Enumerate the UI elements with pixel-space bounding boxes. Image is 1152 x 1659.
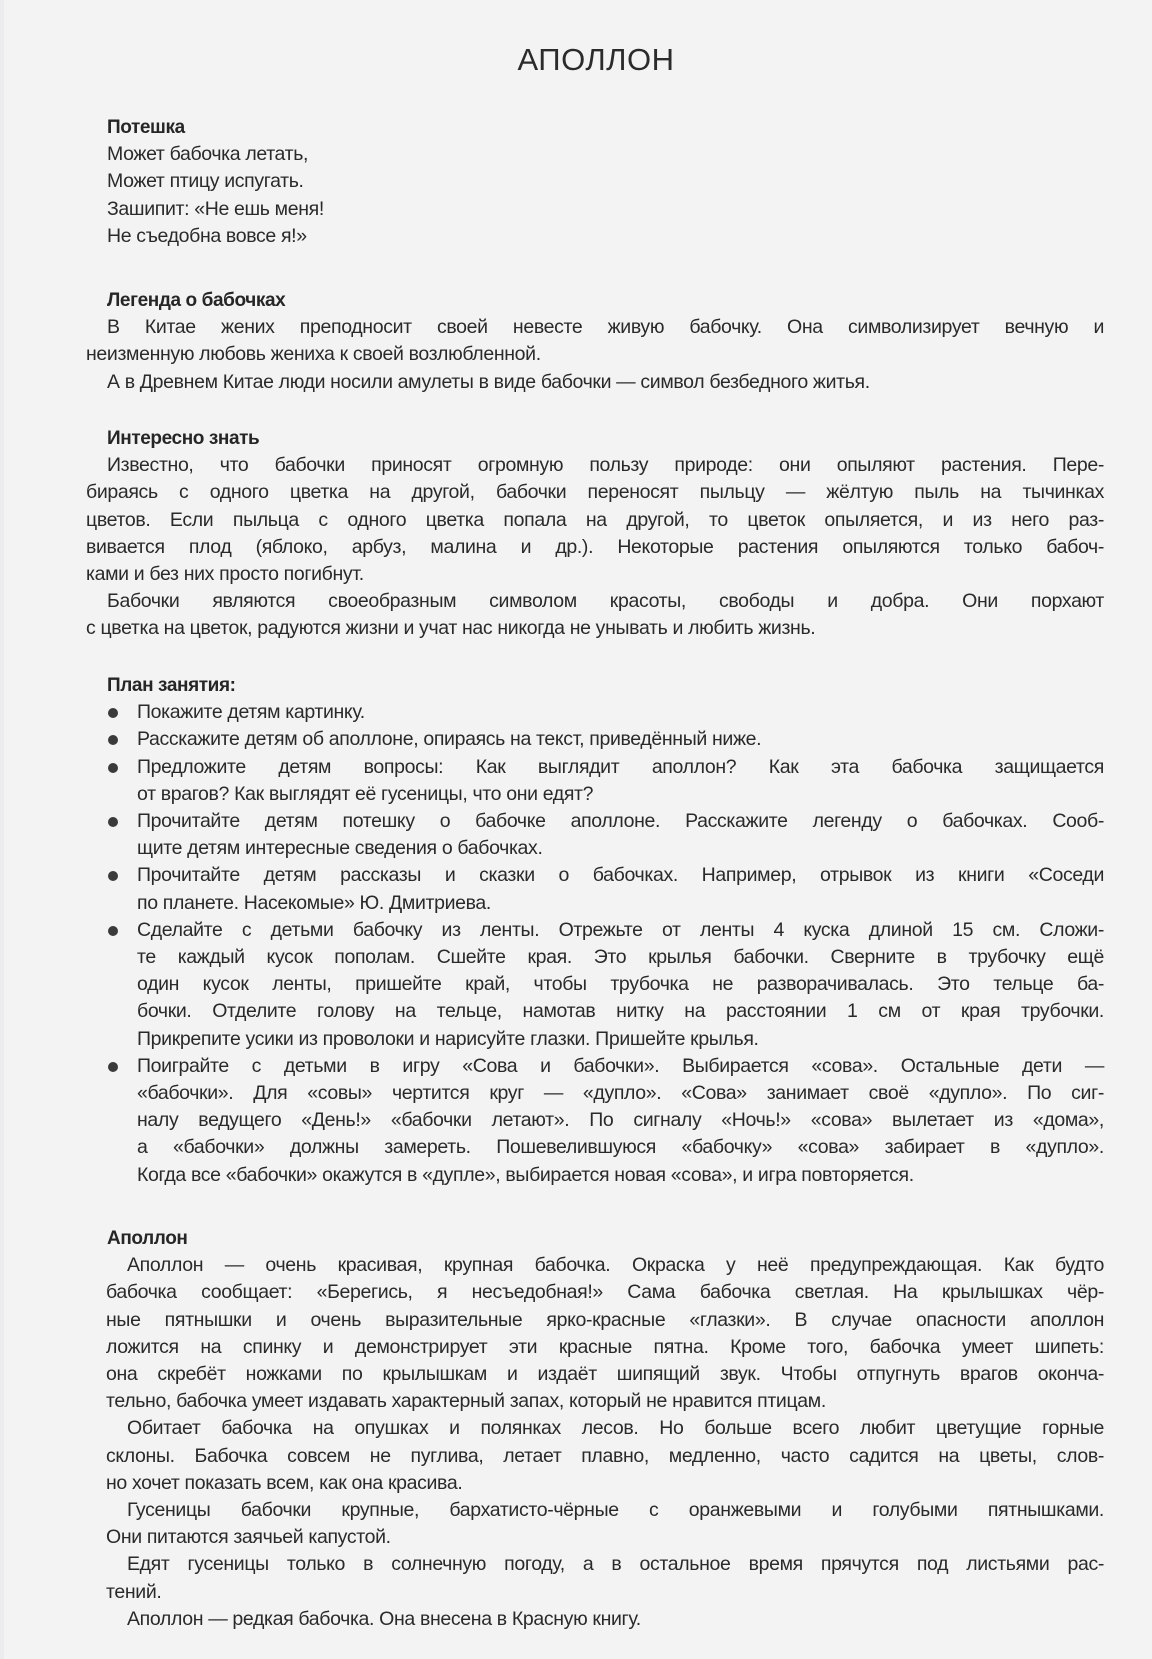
interesting-heading: Интересно знать	[107, 428, 260, 449]
plan-item-line: «бабочки». Для «совы» чертится круг — «дупло». «Сова» занимает своё «дупло». По сиг-	[137, 1082, 1104, 1105]
plan-item-line: те каждый кусок пополам. Сшейте края. Это крылья бабочки. Сверните в трубочку ещё	[137, 946, 1104, 969]
plan-item-line: Предложите детям вопросы: Как выглядит аполлон? Как эта бабочка защищается	[137, 755, 1104, 778]
plan-item	[107, 699, 1104, 726]
apollo-line: ные пятнышки и очень выразительные ярко-красные «глазки». В случае опасности аполлон	[106, 1308, 1104, 1331]
plan-item-line: а «бабочки» должны замереть. Пошевелившуюся «бабочку» «сова» забирает в «дупло».	[137, 1136, 1104, 1159]
interesting-line: ками и без них просто погибнут.	[86, 563, 364, 586]
apollo-heading: Аполлон	[107, 1228, 188, 1249]
apollo-line: Аполлон — очень красивая, крупная бабочка. Окраска у неё предупреждающая. Как будто	[127, 1254, 1104, 1277]
legend-line: неизменную любовь жениха к своей возлюбленной.	[86, 343, 541, 366]
apollo-line: Едят гусеницы только в солнечную погоду, а в остальное время прячутся под листьями рас-	[127, 1553, 1104, 1576]
bullet-icon	[108, 871, 118, 881]
bullet-icon	[108, 817, 118, 827]
bullet-icon	[108, 735, 118, 745]
plan-item	[107, 1053, 1104, 1189]
plan-item-line: Сделайте с детьми бабочку из ленты. Отрежьте от ленты 4 куска длиной 15 см. Сложи-	[137, 918, 1104, 941]
legend-heading: Легенда о бабочках	[107, 290, 286, 311]
apollo-line: Аполлон — редкая бабочка. Она внесена в Красную книгу.	[127, 1607, 641, 1630]
poem-line: Зашипит: «Не ешь меня!	[107, 197, 324, 220]
poem-line: Может бабочка летать,	[107, 143, 309, 166]
plan-item-line: бочки. Отделите голову на тельце, намотав нитку на расстоянии 1 см от края трубочки.	[137, 1000, 1104, 1023]
legend-section	[86, 287, 1104, 396]
plan-item	[107, 917, 1104, 1053]
apollo-section	[106, 1225, 1104, 1633]
interesting-line: Бабочки являются своеобразным символом красоты, свободы и добра. Они порхают	[107, 590, 1104, 613]
plan-item-line: Поиграйте с детьми в игру «Сова и бабочки». Выбирается «сова». Остальные дети —	[137, 1054, 1104, 1077]
apollo-line: склоны. Бабочка совсем не пуглива, летает плавно, медленно, часто садится на цветы, слов-	[106, 1444, 1104, 1467]
apollo-line: но хочет показать всем, как она красива.	[106, 1471, 463, 1494]
interesting-line: с цветка на цветок, радуются жизни и учат нас никогда не унывать и любить жизнь.	[86, 617, 816, 640]
apollo-line: ложится на спинку и демонстрирует эти красные пятна. Кроме того, бабочка умеет шипеть:	[106, 1335, 1104, 1358]
plan-item-line: один кусок ленты, пришейте край, чтобы трубочка не разворачивалась. Это тельце ба-	[137, 973, 1104, 996]
interesting-line: бираясь с одного цветка на другой, бабочки переносят пыльцу — жёлтую пыль на тычинках	[86, 481, 1104, 504]
interesting-line: цветов. Если пыльца с одного цветка попала на другой, то цветок опыляется, и из него раз-	[86, 508, 1104, 531]
interesting-line: вивается плод (яблоко, арбуз, малина и др.). Некоторые растения опыляются только бабоч-	[86, 535, 1104, 558]
plan-item	[107, 862, 1104, 916]
apollo-line: тельно, бабочка умеет издавать характерный запах, который не нравится птицам.	[106, 1390, 826, 1413]
plan-item-line: налу ведущего «День!» «бабочки летают». По сигналу «Ночь!» «сова» вылетает из «дома»,	[137, 1109, 1104, 1132]
bullet-icon	[108, 926, 118, 936]
plan-item-line: Прикрепите усики из проволоки и нарисуйте глазки. Пришейте крылья.	[137, 1027, 759, 1050]
poem-line: Может птицу испугать.	[107, 170, 304, 193]
interesting-line: Известно, что бабочки приносят огромную пользу природе: они опыляют растения. Пере-	[107, 454, 1104, 477]
plan-item	[107, 754, 1104, 808]
page-title: АПОЛЛОН	[517, 42, 675, 77]
legend-line: В Китае жених преподносит своей невесте живую бабочку. Она символизирует вечную и	[107, 316, 1104, 339]
apollo-line: Они питаются заячьей капустой.	[106, 1526, 391, 1549]
bullet-icon	[108, 1062, 118, 1072]
apollo-line: тений.	[106, 1580, 162, 1603]
plan-item-line: Покажите детям картинку.	[137, 701, 365, 724]
bullet-icon	[108, 708, 118, 718]
plan-item	[107, 726, 1104, 753]
apollo-line: она скребёт ножками по крылышкам и издаёт шипящий звук. Чтобы отпугнуть врагов оконча-	[106, 1363, 1104, 1386]
plan-item-line: по планете. Насекомые» Ю. Дмитриева.	[137, 891, 491, 914]
poem-line: Не съедобна вовсе я!»	[107, 224, 307, 247]
plan-item-line: от врагов? Как выглядят её гусеницы, что они едят?	[137, 782, 594, 805]
poem-section	[107, 114, 1104, 250]
plan-item-line: Когда все «бабочки» окажутся в «дупле», выбирается новая «сова», и игра повторяется.	[137, 1163, 914, 1186]
plan-item-line: Прочитайте детям потешку о бабочке аполлоне. Расскажите легенду о бабочках. Сооб-	[137, 810, 1104, 833]
plan-section	[107, 672, 1104, 1189]
plan-item	[107, 808, 1104, 862]
interesting-section	[86, 425, 1104, 643]
plan-heading: План занятия:	[107, 675, 236, 696]
apollo-line: Гусеницы бабочки крупные, бархатисто-чёрные с оранжевыми и голубыми пятнышками.	[127, 1499, 1104, 1522]
bullet-icon	[108, 763, 118, 773]
plan-item-line: Прочитайте детям рассказы и сказки о бабочках. Например, отрывок из книги «Соседи	[137, 864, 1104, 887]
plan-item-line: Расскажите детям об аполлоне, опираясь на текст, приведённый ниже.	[137, 728, 762, 751]
legend-line: А в Древнем Китае люди носили амулеты в виде бабочки — символ безбедного житья.	[107, 370, 870, 393]
plan-item-line: щите детям интересные сведения о бабочках.	[137, 837, 543, 860]
apollo-line: бабочка сообщает: «Берегись, я несъедобная!» Сама бабочка светлая. На крылышках чёр-	[106, 1281, 1104, 1304]
poem-heading: Потешка	[107, 117, 185, 138]
apollo-line: Обитает бабочка на опушках и полянках лесов. Но больше всего любит цветущие горные	[127, 1417, 1104, 1440]
